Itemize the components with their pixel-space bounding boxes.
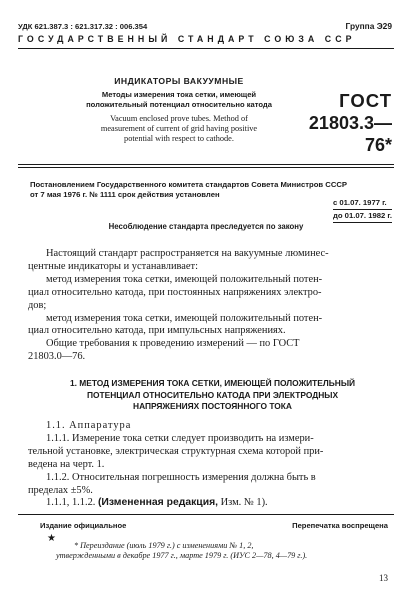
amendment-ref: Изм. № 1). [220,497,268,509]
validity-dates [333,197,392,223]
body-line: Общие требования к проведению измерений — по ГОСТ [46,338,300,350]
section-heading-line: НАПРЯЖЕНИЯХ ПОСТОЯННОГО ТОКА [133,401,292,412]
page-number: 13 [379,573,388,583]
title-en-line: potential with respect to cathode. [124,134,234,143]
section-heading-line: ПОТЕНЦИАЛ ОТНОСИТЕЛЬНО КАТОДА ПРИ ЭЛЕКТРОДНЫХ [86,389,339,400]
valid-from: с 01.07. 1977 г. [333,197,392,210]
body-line: дов; [28,299,47,311]
gost-code: 21803.3—76* [308,113,392,155]
body-line: тельной установке, электрическая структурная схема которой при- [28,445,324,457]
udk-code: УДК 621.387.3 : 621.317.32 : 006.354 [18,22,148,31]
divider [18,514,394,515]
body-line: Настоящий стандарт распространяется на вакуумные люминес- [46,248,329,259]
title-ru-main: ИНДИКАТОРЫ ВАКУУМНЫЕ [114,76,244,86]
clauses-body [28,420,390,510]
title-ru-subtitle-line: положительный потенциал относительно катода [86,100,272,109]
reissue-footnote [56,541,386,562]
gost-number [300,90,392,156]
body-line: 1.1.1. Измерение тока сетки следует производить на измери- [46,432,314,444]
clause-heading: 1.1. Аппаратура [46,420,132,431]
divider [18,164,394,165]
body-line: циал относительно катода, при импульсных напряжениях. [28,325,286,337]
amendment-label: (Измененная редакция, [97,497,219,509]
gost-label: ГОСТ [339,90,392,111]
amendment-note [28,497,390,510]
valid-to: до 01.07. 1982 г. [333,210,392,223]
title-en-line: measurement of current of grid having positive [100,124,258,133]
body-line: пределах ±5%. [28,484,93,496]
amendment-clauses: 1.1.1, 1.1.2. [46,497,96,509]
body-line: метод измерения тока сетки, имеющей положительный потен- [46,273,323,285]
official-edition: Издание официальное [40,521,127,530]
title-ru-subtitle [74,90,284,110]
footnote-line: утвержденными в декабре 1977 г., марте 1979 г. (ИУС 2—78, 4—79 г.). [56,551,308,561]
body-line: 1.1.2. Относительная погрешность измерения должна быть в [46,471,316,483]
title-en [74,114,284,144]
resolution-line: Постановлением Государственного комитета стандартов Совета Министров СССР [30,180,348,189]
section-heading [40,378,385,413]
body-line: циал относительно катода, при постоянных напряжениях электро- [28,286,322,298]
resolution-line: от 7 мая 1976 г. № 1111 срок действия установлен [30,190,220,199]
star-icon: ★ [47,533,56,544]
enforcement-note: Несоблюдение стандарта преследуется по закону [108,222,304,231]
body-line: метод измерения тока сетки, имеющей положительный потен- [46,312,323,324]
body-line: ведена на черт. 1. [28,458,105,470]
title-ru-subtitle-line: Методы измерения тока сетки, имеющей [101,90,257,99]
state-standard-banner: ГОСУДАРСТВЕННЫЙ СТАНДАРТ СОЮЗА ССР [18,34,394,49]
title-en-line: Vacuum enclosed prove tubes. Method of [110,114,248,123]
divider [18,167,394,168]
section-heading-line: 1. МЕТОД ИЗМЕРЕНИЯ ТОКА СЕТКИ, ИМЕЮЩЕЙ ПОЛОЖИТЕЛЬНЫЙ [69,378,356,388]
group-code: Группа Э29 [345,21,392,31]
footnote-line: * Переиздание (июль 1979 г.) с изменениями № 1, 2, [74,541,254,550]
intro-body [28,248,390,364]
body-line: центные индикаторы и устанавливает: [28,260,198,272]
reprint-prohibited: Перепечатка воспрещена [292,521,388,530]
body-line: 21803.0—76. [28,351,86,363]
title-block [74,76,284,144]
